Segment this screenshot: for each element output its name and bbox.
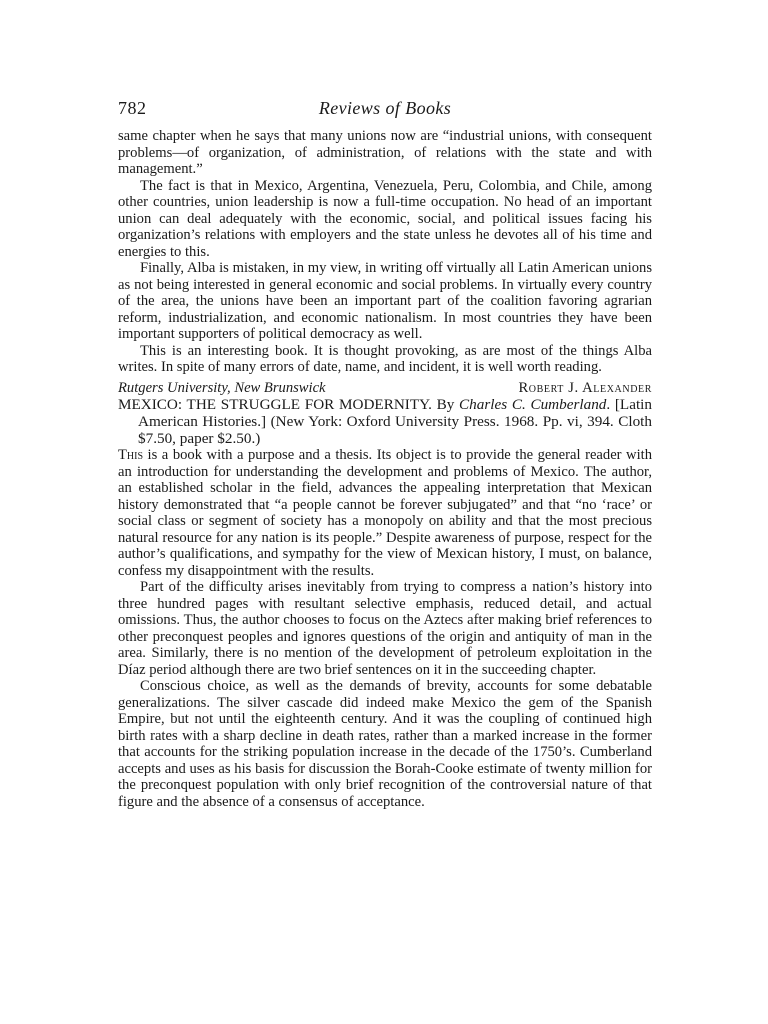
reviewer-name: Robert J. Alexander — [518, 379, 652, 396]
reviewer-affiliation: Rutgers University, New Brunswick — [118, 379, 326, 396]
review1-paragraph-3: Finally, Alba is mistaken, in my view, in writing off virtually all Latin American unions as not being interested in general economic and social problems. In virtually every country of the area, the unions have been an important part of the coalition favoring agrarian reform, industrialization, and economic nationalism. In most countries they have been important supporters of political democracy as well. — [118, 260, 652, 342]
page-body — [118, 128, 652, 810]
page-number: 782 — [118, 98, 147, 118]
review2-paragraph-1 — [118, 447, 652, 579]
review-alba — [118, 128, 652, 396]
review1-signature — [118, 380, 652, 397]
review2-first-word: This — [118, 447, 144, 463]
review2-paragraph-1-text: is a book with a purpose and a thesis. Its object is to provide the general reader with an introduction for understanding the development and problems of Mexico. The author, an established scholar in the field, advances the appealing interpretation that Mexican history demonstrated that “a people cannot be forever subjugated” and that “no ‘race’ or social class or segment of society has a monopoly on ability and that the most precious natural resource for any nation is its people.” Despite awareness of purpose, respect for the author’s qualifications, and sympathy for the view of Mexican history, I must, on balance, confess my disappointment with the results. — [118, 447, 652, 579]
review1-paragraph-2: The fact is that in Mexico, Argentina, Venezuela, Peru, Colombia, and Chile, among other countries, union leadership is now a full-time occupation. No head of an important union can deal adequately with the economic, social, and political issues facing his organization’s relations with employers and the state unless he devotes all of his time and energies to this. — [118, 177, 652, 260]
review1-paragraph-4: This is an interesting book. It is thought provoking, as are most of the things Alba writes. In spite of many errors of date, name, and incident, it is well worth reading. — [118, 342, 652, 375]
review2-paragraph-3: Conscious choice, as well as the demands of brevity, accounts for some debatable generalizations. The silver cascade did indeed make Mexico the gem of the Spanish Empire, but not until the eighteenth century. And it was the coupling of continued high birth rates with a sharp decline in death rates, rather than a marked increase in the former that accounts for the striking population increase in the decade of the 1750’s. Cumberland accepts and uses as his basis for discussion the Borah-Cooke estimate of twenty million for the preconquest population with only brief recognition of the controversial nature of that figure and the absence of a consensus of acceptance. — [118, 678, 652, 810]
citation-author: Charles C. Cumberland — [459, 396, 607, 413]
page-header — [118, 98, 652, 124]
book-citation — [118, 396, 652, 447]
review1-paragraph-1: same chapter when he says that many unions now are “industrial unions, with consequent problems—of organization, of administration, of relations with the state and with management.” — [118, 128, 652, 177]
review2-paragraph-2: Part of the difficulty arises inevitably from trying to compress a nation’s history into three hundred pages with resultant selective emphasis, reduced detail, and actual omissions. Thus, the author chooses to focus on the Aztecs after making brief references to other preconquest peoples and ignores questions of the origin and antiquity of man in the area. Similarly, there is no mention of the development of petroleum exploitation in the Díaz period although there are two brief sentences on it in the succeeding chapter. — [118, 579, 652, 678]
running-title: Reviews of Books — [318, 98, 452, 118]
review-cumberland — [118, 396, 652, 810]
citation-details: . [Latin American Histories.] (New York: Oxford University Press. 1968. Pp. vi, 394. Cloth $7.50, paper $2.50.) — [138, 396, 652, 447]
citation-title: MEXICO: THE STRUGGLE FOR MODERNITY. By — [118, 396, 460, 413]
